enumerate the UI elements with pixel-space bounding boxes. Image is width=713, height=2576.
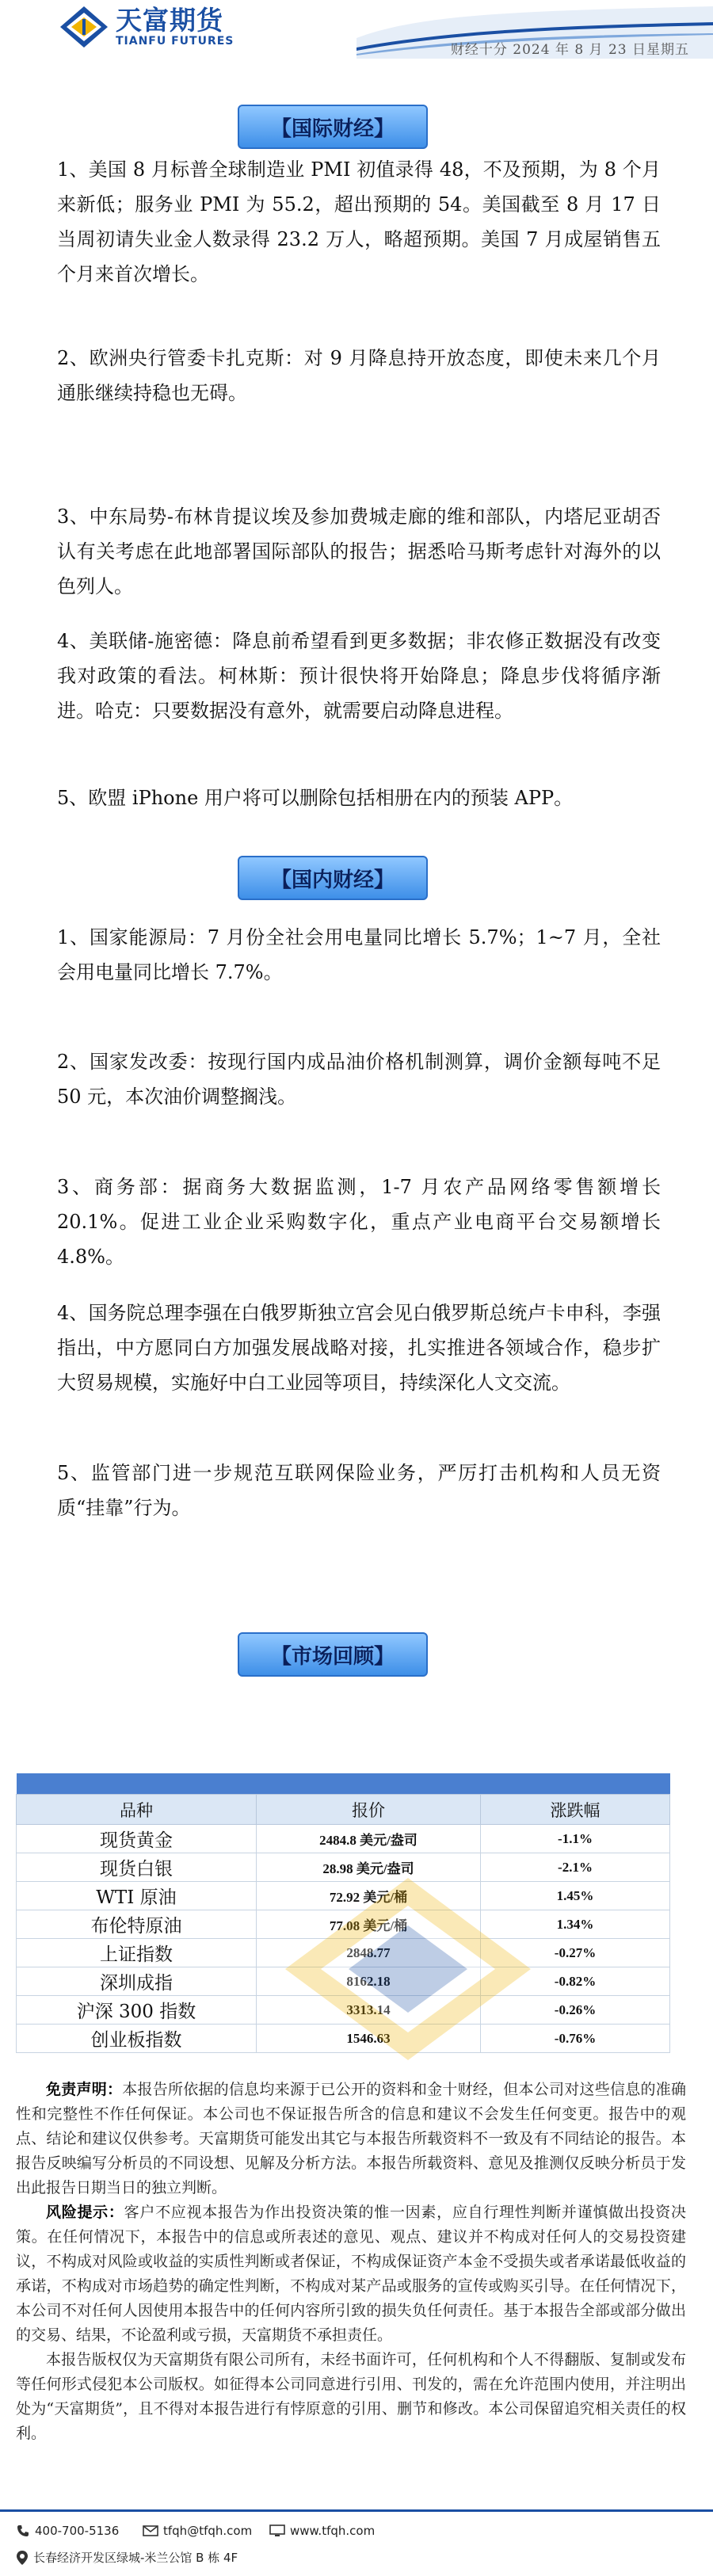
logo-chinese-name: 天富期货 bbox=[116, 5, 223, 36]
disclaimer-block bbox=[16, 2078, 686, 2446]
col-header-instrument: 品种 bbox=[17, 1795, 257, 1825]
instrument-price: 1546.63 bbox=[257, 2025, 481, 2053]
risk-warning-label: 风险提示： bbox=[46, 2204, 124, 2221]
table-header-row bbox=[17, 1795, 670, 1825]
copyright-text: 本报告版权仅为天富期货有限公司所有，未经书面许可，任何机构和个人不得翻版、复制或发布等任何形式侵犯本公司版权。如征得本公司同意进行引用、刊发的，需在允许范围内使用，并注明出处为“天富期货”，且不得对本报告进行有悖原意的引用、删节和修改。本公司保留追究相关责任的权利。 bbox=[16, 2351, 686, 2442]
news-item: 4、美联储-施密德：降息前希望看到更多数据；非农修正数据没有改变我对政策的看法。柯林斯：预计很快将开始降息；降息步伐将循序渐进。哈克：只要数据没有意外，就需要启动降息进程。 bbox=[57, 630, 661, 722]
monitor-icon bbox=[269, 2524, 285, 2537]
table-row bbox=[17, 1967, 670, 1996]
email-icon bbox=[143, 2524, 158, 2537]
section-badge-domestic bbox=[238, 856, 428, 900]
company-logo bbox=[59, 5, 234, 49]
instrument-name: WTI 原油 bbox=[17, 1882, 257, 1910]
table-row bbox=[17, 1910, 670, 1939]
instrument-change: -2.1% bbox=[481, 1853, 670, 1882]
page-header bbox=[0, 0, 713, 59]
instrument-change: -0.76% bbox=[481, 2025, 670, 2053]
instrument-price: 72.92 美元/桶 bbox=[257, 1882, 481, 1910]
news-item: 5、监管部门进一步规范互联网保险业务，严厉打击机构和人员无资质“挂靠”行为。 bbox=[57, 1462, 661, 1519]
instrument-price: 2848.77 bbox=[257, 1939, 481, 1967]
instrument-change: -0.82% bbox=[481, 1967, 670, 1996]
footer-website[interactable]: www.tfqh.com bbox=[269, 2524, 375, 2538]
section-title: 【国际财经】 bbox=[270, 116, 395, 141]
news-item: 1、美国 8 月标普全球制造业 PMI 初值录得 48，不及预期，为 8 个月来新低；服务业 PMI 为 55.2，超出预期的 54。美国截至 8 月 17 日当周初请失业金人数录得 23.2 万人，略超预期。美国 7 月成屋销售五个月来首次增长。 bbox=[57, 158, 661, 285]
footer-divider bbox=[0, 2509, 713, 2512]
section-title: 【国内财经】 bbox=[270, 868, 395, 892]
instrument-change: 1.45% bbox=[481, 1882, 670, 1910]
instrument-price: 2484.8 美元/盎司 bbox=[257, 1825, 481, 1853]
disclaimer-label: 免责声明： bbox=[46, 2081, 123, 2098]
footer-address: 长春经济开发区绿城-米兰公馆 B 栋 4F bbox=[16, 2549, 238, 2566]
logo-mark-icon bbox=[59, 5, 109, 49]
section-badge-international bbox=[238, 105, 428, 149]
instrument-name: 布伦特原油 bbox=[17, 1910, 257, 1939]
phone-icon bbox=[16, 2524, 30, 2538]
table-row bbox=[17, 1882, 670, 1910]
instrument-name: 现货白银 bbox=[17, 1853, 257, 1882]
instrument-name: 沪深 300 指数 bbox=[17, 1996, 257, 2025]
report-date: 财经十分 2024 年 8 月 23 日星期五 bbox=[450, 42, 689, 58]
footer-email[interactable]: tfqh@tfqh.com bbox=[143, 2524, 252, 2538]
instrument-name: 上证指数 bbox=[17, 1939, 257, 1967]
news-item: 3、中东局势-布林肯提议埃及参加费城走廊的维和部队，内塔尼亚胡否认有关考虑在此地部署国际部队的报告；据悉哈马斯考虑针对海外的以色列人。 bbox=[57, 506, 661, 597]
col-header-price: 报价 bbox=[257, 1795, 481, 1825]
section-badge-market bbox=[238, 1632, 428, 1677]
table-row bbox=[17, 2025, 670, 2053]
market-review-table bbox=[16, 1773, 670, 2053]
disclaimer-text: 本报告所依据的信息均来源于已公开的资料和金十财经，但本公司对这些信息的准确性和完整性不作任何保证。本公司也不保证报告所含的信息和建议不会发生任何变更。报告中的观点、结论和建议仅供参考。天富期货可能发出其它与本报告所载资料不一致及有不同结论的报告。本报告反映编写分析员的不同设想、见解及分析方法。本报告所载资料、意见及推测仅反映分析员于发出此报告日期当日的独立判断。 bbox=[16, 2081, 686, 2196]
instrument-price: 3313.14 bbox=[257, 1996, 481, 2025]
instrument-price: 8162.18 bbox=[257, 1967, 481, 1996]
instrument-price: 77.08 美元/桶 bbox=[257, 1910, 481, 1939]
instrument-price: 28.98 美元/盎司 bbox=[257, 1853, 481, 1882]
logo-english-name: TIANFU FUTURES bbox=[116, 35, 234, 48]
news-item: 1、国家能源局：7 月份全社会用电量同比增长 5.7%；1~7 月，全社会用电量同比增长 7.7%。 bbox=[57, 926, 661, 983]
table-row bbox=[17, 1939, 670, 1967]
section-title: 【市场回顾】 bbox=[270, 1644, 395, 1669]
news-item: 2、欧洲央行管委卡扎克斯：对 9 月降息持开放态度，即使未来几个月通胀继续持稳也无碍。 bbox=[57, 347, 661, 404]
location-pin-icon bbox=[16, 2550, 29, 2566]
news-item: 3、商务部：据商务大数据监测，1-7 月农产品网络零售额增长 20.1%。促进工业企业采购数字化，重点产业电商平台交易额增长 4.8%。 bbox=[57, 1176, 661, 1268]
risk-warning-text: 客户不应视本报告为作出投资决策的惟一因素，应自行理性判断并谨慎做出投资决策。在任何情况下，本报告中的信息或所表述的意见、观点、建议并不构成对任何人的交易投资建议，不构成对风险或收益的实质性判断或者保证，不构成保证资产本金不受损失或者承诺最低收益的承诺，不构成对市场趋势的确定性判断，不构成对某产品或服务的宣传或购买引导。在任何情况下，本公司不对任何人因使用本报告中的任何内容所引致的损失负任何责任。基于本报告全部或部分做出的交易、结果，不论盈利或亏损，天富期货不承担责任。 bbox=[16, 2204, 686, 2344]
news-item: 4、国务院总理李强在白俄罗斯独立宫会见白俄罗斯总统卢卡申科，李强指出，中方愿同白方加强发展战略对接，扎实推进各领域合作，稳步扩大贸易规模，实施好中白工业园等项目，持续深化人文交流。 bbox=[57, 1302, 661, 1394]
instrument-change: -1.1% bbox=[481, 1825, 670, 1853]
news-item: 5、欧盟 iPhone 用户将可以删除包括相册在内的预装 APP。 bbox=[57, 787, 574, 809]
instrument-change: -0.26% bbox=[481, 1996, 670, 2025]
instrument-change: -0.27% bbox=[481, 1939, 670, 1967]
instrument-change: 1.34% bbox=[481, 1910, 670, 1939]
table-row bbox=[17, 1825, 670, 1853]
table-top-bar bbox=[17, 1773, 670, 1795]
table-row bbox=[17, 1996, 670, 2025]
page-footer bbox=[0, 2509, 713, 2576]
instrument-name: 创业板指数 bbox=[17, 2025, 257, 2053]
footer-phone: 400-700-5136 bbox=[16, 2524, 119, 2538]
instrument-name: 深圳成指 bbox=[17, 1967, 257, 1996]
instrument-name: 现货黄金 bbox=[17, 1825, 257, 1853]
news-item: 2、国家发改委：按现行国内成品油价格机制测算，调价金额每吨不足 50 元，本次油价调整搁浅。 bbox=[57, 1051, 661, 1108]
table-row bbox=[17, 1853, 670, 1882]
col-header-change: 涨跌幅 bbox=[481, 1795, 670, 1825]
